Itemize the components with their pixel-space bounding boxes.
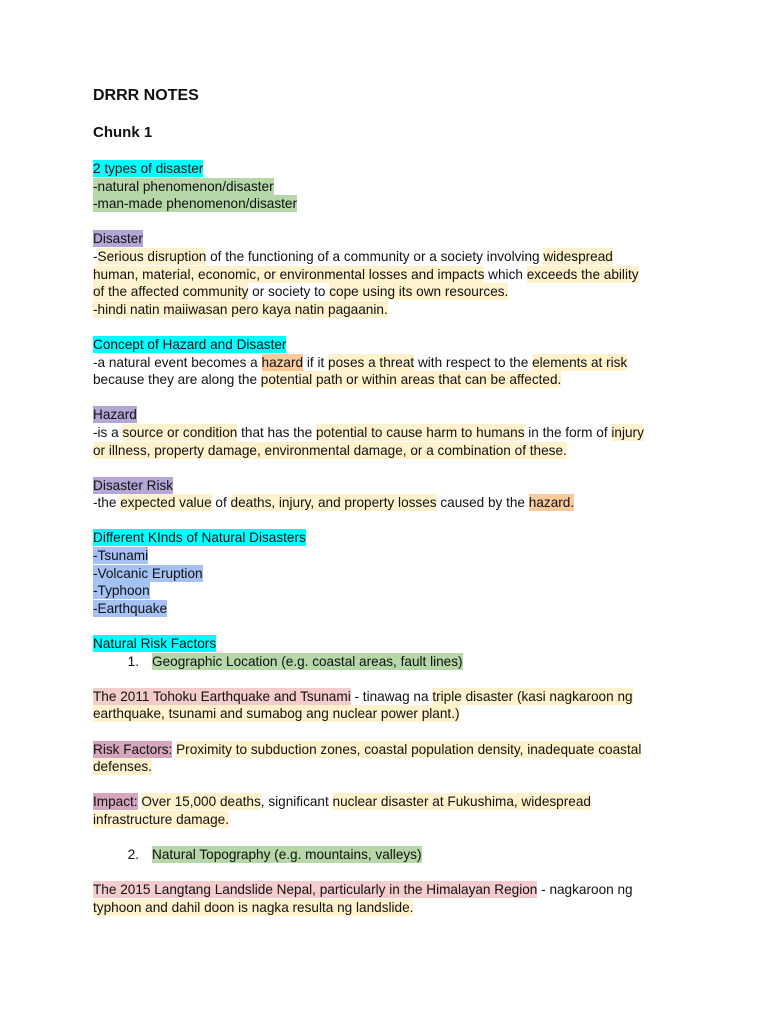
highlight: defenses. (93, 759, 152, 775)
factors-section (93, 635, 688, 670)
highlight: injury (611, 424, 644, 440)
factors-heading: Natural Risk Factors (93, 636, 217, 652)
highlight: expected value (120, 495, 212, 511)
text: of the functioning of a community or a society involving (206, 248, 544, 264)
text: or society to (248, 284, 330, 300)
text: -the (93, 495, 121, 511)
topography-section (93, 846, 688, 864)
list-item: Natural Topography (e.g. mountains, valleys) (152, 847, 422, 863)
risk-factors-section (93, 741, 688, 776)
concept-section (93, 336, 688, 389)
text: -is a (93, 424, 123, 440)
risk-section (93, 477, 688, 512)
highlight: Over 15,000 deaths (141, 794, 261, 810)
list-item: -Volcanic Eruption (93, 565, 203, 581)
highlight: potential path or within areas that can be affected. (260, 372, 562, 388)
list-item: -Earthquake (93, 600, 168, 616)
list-item: -natural phenomenon/disaster (93, 178, 274, 194)
list-item: -Typhoon (93, 583, 150, 599)
highlight: hazard (261, 354, 304, 370)
highlight: earthquake, tsunami and sumabog ang nuclear power plant.) (93, 706, 460, 722)
highlight: The 2015 Langtang Landslide Nepal, particularly in the Himalayan Region (93, 882, 538, 898)
list-item: -man-made phenomenon/disaster (93, 196, 298, 212)
highlight: cope using its own resources. (329, 284, 509, 300)
risk-heading: Disaster Risk (93, 477, 174, 493)
text: of (211, 495, 231, 511)
types-heading: 2 types of disaster (93, 161, 204, 176)
highlight: source or condition (122, 424, 238, 440)
text: - tinawag na (350, 688, 433, 704)
highlight: deaths, injury, and property losses (230, 495, 437, 511)
text: - nagkaroon ng (537, 882, 633, 898)
highlight: human, material, economic, or environmental losses and impacts (93, 266, 485, 282)
disaster-section (93, 230, 688, 318)
text: caused by the (436, 495, 529, 511)
langtang-section (93, 881, 688, 916)
kinds-heading: Different KInds of Natural Disasters (93, 530, 306, 546)
hazard-heading: Hazard (93, 407, 137, 423)
text: - (93, 248, 98, 264)
list-number: 2. (127, 847, 139, 863)
label: Impact: (93, 794, 138, 810)
hazard-section (93, 406, 688, 459)
text: that has the (237, 424, 316, 440)
highlight: elements at risk (532, 354, 628, 370)
concept-heading: Concept of Hazard and Disaster (93, 336, 287, 352)
highlight: Proximity to subduction zones, coastal population density, inadequate coastal (176, 741, 642, 757)
highlight: exceeds the ability (526, 266, 639, 282)
chunk-heading: Chunk 1 (93, 124, 153, 141)
highlight: or illness, property damage, environmental damage, or a combination of these. (93, 442, 567, 458)
tohoku-section (93, 688, 688, 723)
types-section (93, 160, 688, 213)
document-title: DRRR NOTES (93, 87, 199, 104)
text: if it (303, 354, 329, 370)
text: -a natural event becomes a (93, 354, 262, 370)
highlight: typhoon and dahil doon is nagka resulta ng landslide. (93, 899, 414, 915)
highlight: triple disaster (kasi nagkaroon ng (432, 688, 633, 704)
highlight: infrastructure damage. (93, 811, 230, 827)
highlight: The 2011 Tohoku Earthquake and Tsunami (93, 688, 351, 704)
highlight: -hindi natin maiiwasan pero kaya natin pagaanin. (93, 301, 388, 317)
text: , significant (260, 794, 333, 810)
text: in the form of (524, 424, 612, 440)
text: because they are along the (93, 372, 261, 388)
highlight: poses a threat (328, 354, 415, 370)
list-item: Geographic Location (e.g. coastal areas, fault lines) (152, 653, 463, 669)
text: with respect to the (414, 354, 533, 370)
highlight: widespread (543, 248, 613, 264)
highlight: of the affected community (93, 284, 249, 300)
highlight: potential to cause harm to humans (315, 424, 525, 440)
impact-section (93, 793, 688, 828)
kinds-section (93, 529, 688, 617)
highlight: nuclear disaster at Fukushima, widespread (332, 794, 591, 810)
highlight: Serious disruption (97, 248, 207, 264)
highlight: hazard. (528, 495, 575, 511)
list-item: -Tsunami (93, 548, 149, 564)
list-number: 1. (127, 653, 139, 669)
disaster-heading: Disaster (93, 231, 143, 247)
text: which (484, 266, 527, 282)
label: Risk Factors: (93, 741, 173, 757)
